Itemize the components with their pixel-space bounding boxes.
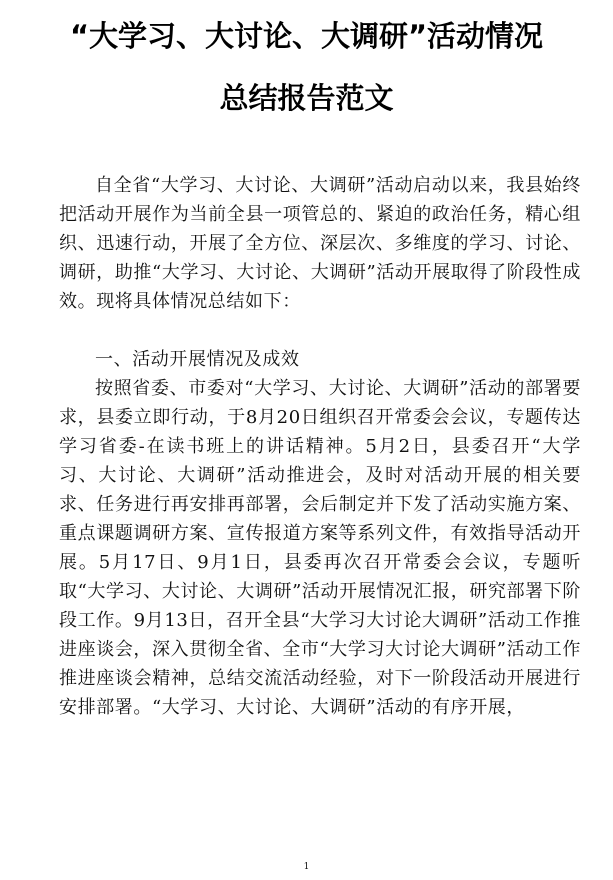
section-paragraph-text: 按照省委、市委对“大学习、大讨论、大调研”活动的部署要求，县委立即行动，于8月20日组织召开常委会会议，专题传达学习省委-在读书班上的讲话精神。5月2日，县委召开“大学习、大讨论、大调研”活动推进会，及时对活动开展的相关要求、任务进行再安排再部署，会后制定并下发了活动实施方案、重点课题调研方案、宣传报道方案等系列文件，有效指导活动开展。5月17日、9月1日，县委再次召开常委会会议，专题听取“大学习、大讨论、大调研”活动开展情况汇报，研究部署下阶段工作。9月13日，召开全县“大学习大讨论大调研”活动工作推进座谈会，深入贯彻全省、全市“大学习大讨论大调研”活动工作推进座谈会精神，总结交流活动经验，对下一阶段活动开展进行安排部署。“大学习、大讨论、大调研”活动的有序开展， [59,378,581,718]
intro-paragraph [59,171,581,316]
section-paragraph [59,374,581,722]
document-title-line-1: “大学习、大讨论、大调研”活动情况 [69,19,544,53]
section-heading [59,345,581,374]
intro-paragraph-text: 自全省“大学习、大讨论、大调研”活动启动以来，我县始终把活动开展作为当前全县一项管总的、紧迫的政治任务，精心组织、迅速行动，开展了全方位、深层次、多维度的学习、讨论、调研，助推“大学习、大讨论、大调研”活动开展取得了阶段性成效。现将具体情况总结如下： [59,175,581,312]
section-heading-text: 一、活动开展情况及成效 [95,349,300,370]
page-number: 1 [303,862,310,872]
document-title-line-2: 总结报告范文 [219,81,394,115]
